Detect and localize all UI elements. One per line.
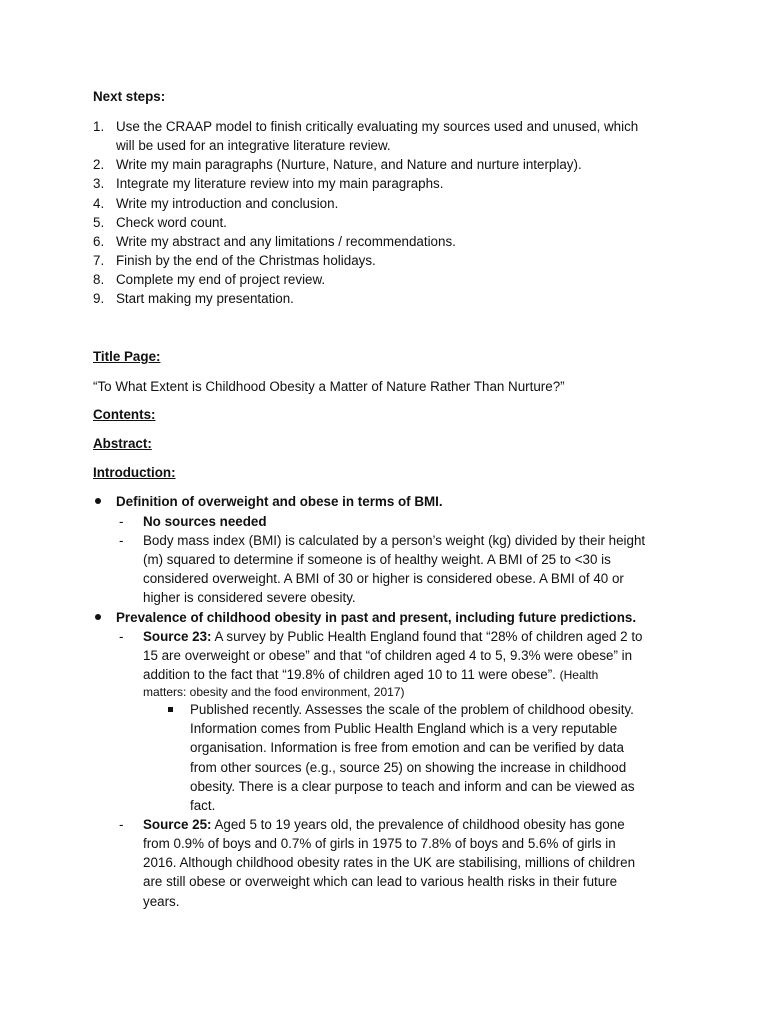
list-item: Finish by the end of the Christmas holidays.: [116, 253, 376, 268]
source-23-text: addition to the fact that “19.8% of children aged 10 to 11 were obese”.: [143, 667, 560, 682]
source-25-text: years.: [143, 894, 180, 909]
list-number: 3.: [93, 176, 105, 191]
list-item: will be used for an integrative literature review.: [116, 138, 391, 153]
contents-heading: Contents:: [93, 407, 156, 422]
bullet-text: Definition of overweight and obese in terms of BMI.: [116, 494, 443, 509]
source-23-label: Source 23:: [143, 629, 212, 644]
next-steps-heading: Next steps:: [93, 89, 166, 104]
source-25-line: [143, 815, 625, 834]
dash-icon: -: [119, 533, 124, 548]
dash-icon: -: [119, 629, 124, 644]
list-number: 6.: [93, 234, 105, 249]
evaluation-text: organisation. Information is free from emotion and can be verified by data: [190, 740, 624, 755]
evaluation-text: Published recently. Assesses the scale of the problem of childhood obesity.: [190, 702, 634, 717]
evaluation-text: fact.: [190, 798, 216, 813]
sub-item-text: higher is considered severe obesity.: [143, 590, 356, 605]
evaluation-text: Information comes from Public Health England which is a very reputable: [190, 721, 618, 736]
citation: matters: obesity and the food environment, 2017): [143, 685, 405, 699]
list-number: 5.: [93, 215, 105, 230]
source-25-text: from 0.9% of boys and 0.7% of girls in 1975 to 7.8% of boys and 5.6% of girls in: [143, 836, 616, 851]
title-page-heading: Title Page:: [93, 349, 161, 364]
introduction-heading: Introduction:: [93, 465, 176, 480]
source-25-text: Aged 5 to 19 years old, the prevalence of childhood obesity has gone: [211, 817, 625, 832]
list-item: Use the CRAAP model to finish critically evaluating my sources used and unused, which: [116, 119, 639, 134]
source-23-line: [143, 665, 598, 685]
source-25-label: Source 25:: [143, 817, 212, 832]
list-number: 4.: [93, 196, 105, 211]
citation: (Health: [559, 668, 599, 682]
dash-icon: -: [119, 514, 124, 529]
list-item: Start making my presentation.: [116, 291, 294, 306]
source-23-text: 15 are overweight or obese” and that “of children aged 4 to 5, 9.3% were obese” in: [143, 648, 633, 663]
list-number: 8.: [93, 272, 105, 287]
list-item: Write my abstract and any limitations / recommendations.: [116, 234, 456, 249]
list-item: Check word count.: [116, 215, 227, 230]
list-number: 7.: [93, 253, 105, 268]
essay-title: “To What Extent is Childhood Obesity a Matter of Nature Rather Than Nurture?”: [93, 379, 565, 394]
list-item: Complete my end of project review.: [116, 272, 326, 287]
list-item: Write my main paragraphs (Nurture, Nature, and Nature and nurture interplay).: [116, 157, 582, 172]
sub-item-text: (m) squared to determine if someone is of healthy weight. A BMI of 25 to <30 is: [143, 552, 611, 567]
sub-item-text: No sources needed: [143, 514, 267, 529]
list-number: 9.: [93, 291, 105, 306]
bullet-text: Prevalence of childhood obesity in past and present, including future predictions.: [116, 610, 637, 625]
source-23-line: [143, 627, 643, 646]
sub-item-text: Body mass index (BMI) is calculated by a person’s weight (kg) divided by their height: [143, 533, 646, 548]
abstract-heading: Abstract:: [93, 436, 152, 451]
list-item: Integrate my literature review into my main paragraphs.: [116, 176, 444, 191]
bullet-icon: [95, 614, 101, 620]
list-number: 1.: [93, 119, 105, 134]
evaluation-text: obesity. There is a clear purpose to teach and inform and can be viewed as: [190, 779, 635, 794]
list-number: 2.: [93, 157, 105, 172]
dash-icon: -: [119, 817, 124, 832]
sub-item-text: considered overweight. A BMI of 30 or higher is considered obese. A BMI of 40 or: [143, 571, 624, 586]
source-25-text: are still obese or overweight which can lead to various health risks in their future: [143, 874, 618, 889]
source-25-text: 2016. Although childhood obesity rates in the UK are stabilising, millions of children: [143, 855, 636, 870]
bullet-icon: [95, 498, 101, 504]
square-bullet-icon: [168, 707, 173, 712]
evaluation-text: from other sources (e.g., source 25) on showing the increase in childhood: [190, 760, 627, 775]
list-item: Write my introduction and conclusion.: [116, 196, 339, 211]
source-23-text: A survey by Public Health England found that “28% of children aged 2 to: [211, 629, 643, 644]
